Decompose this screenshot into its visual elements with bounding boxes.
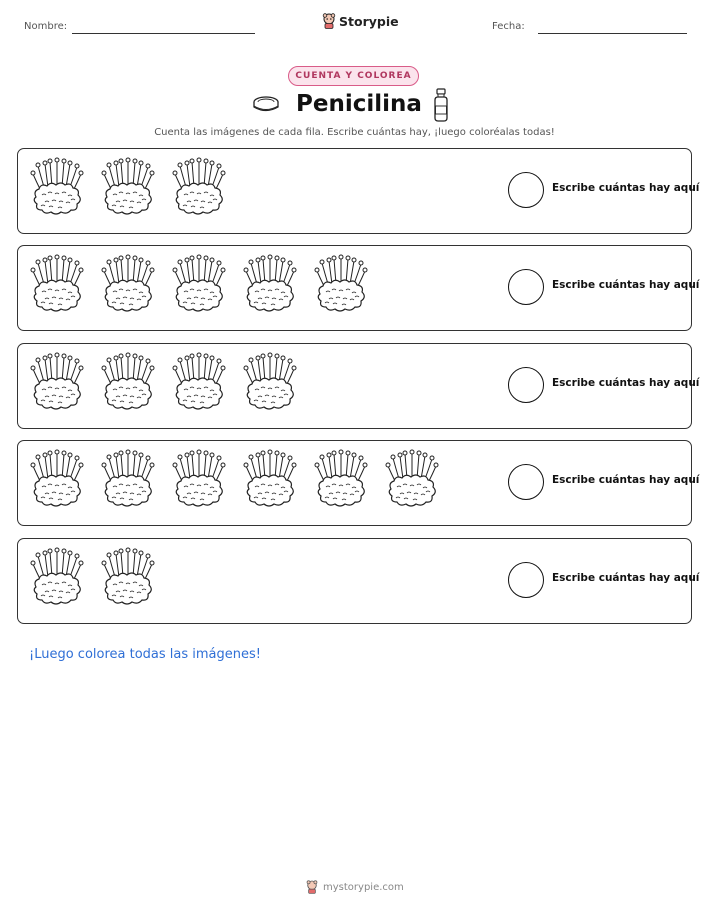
penicillium-mold-icon[interactable]: [243, 254, 297, 314]
answer-label: Escribe cuántas hay aquí: [552, 572, 700, 584]
medicine-vial-icon: [430, 88, 452, 122]
coloring-instruction: ¡Luego colorea todas las imágenes!: [29, 647, 261, 662]
instructions: Cuenta las imágenes de cada fila. Escribe cuántas hay, ¡luego coloréalas todas!: [154, 127, 555, 138]
penicillium-mold-icon[interactable]: [101, 352, 155, 412]
penicillium-mold-icon[interactable]: [101, 157, 155, 217]
penicillium-mold-icon[interactable]: [101, 254, 155, 314]
name-label: Nombre:: [24, 21, 68, 32]
answer-circle[interactable]: [508, 172, 544, 208]
answer-circle[interactable]: [508, 562, 544, 598]
answer-circle[interactable]: [508, 367, 544, 403]
answer-circle[interactable]: [508, 464, 544, 500]
name-field[interactable]: [72, 33, 255, 34]
penicillium-mold-icon[interactable]: [314, 254, 368, 314]
petri-dish-icon: [252, 94, 280, 116]
counting-row: [17, 343, 700, 429]
counting-row: [17, 538, 700, 624]
answer-label: Escribe cuántas hay aquí: [552, 377, 700, 389]
counting-row: [17, 148, 700, 234]
penicillium-mold-icon[interactable]: [30, 157, 84, 217]
penicillium-mold-icon[interactable]: [101, 547, 155, 607]
penicillium-mold-icon[interactable]: [172, 254, 226, 314]
penicillium-mold-icon[interactable]: [385, 449, 439, 509]
counting-row: [17, 440, 700, 526]
footer-url: mystorypie.com: [323, 881, 404, 893]
penicillium-mold-icon[interactable]: [30, 547, 84, 607]
storypie-mascot-icon: [306, 880, 318, 894]
answer-label: Escribe cuántas hay aquí: [552, 279, 700, 291]
brand-logo: [322, 13, 399, 29]
date-label: Fecha:: [492, 21, 525, 32]
activity-badge: CUENTA Y COLOREA: [288, 66, 419, 86]
date-field[interactable]: [538, 33, 687, 34]
penicillium-mold-icon[interactable]: [314, 449, 368, 509]
penicillium-mold-icon[interactable]: [30, 254, 84, 314]
answer-circle[interactable]: [508, 269, 544, 305]
answer-label: Escribe cuántas hay aquí: [552, 182, 700, 194]
penicillium-mold-icon[interactable]: [172, 449, 226, 509]
footer: [306, 880, 404, 894]
penicillium-mold-icon[interactable]: [30, 449, 84, 509]
counting-row: [17, 245, 700, 331]
page-title: Penicilina: [296, 91, 422, 117]
answer-label: Escribe cuántas hay aquí: [552, 474, 700, 486]
penicillium-mold-icon[interactable]: [172, 352, 226, 412]
penicillium-mold-icon[interactable]: [101, 449, 155, 509]
storypie-mascot-icon: [322, 13, 336, 29]
penicillium-mold-icon[interactable]: [30, 352, 84, 412]
penicillium-mold-icon[interactable]: [243, 352, 297, 412]
title-row: [0, 88, 709, 124]
brand-name: Storypie: [339, 13, 399, 29]
penicillium-mold-icon[interactable]: [172, 157, 226, 217]
penicillium-mold-icon[interactable]: [243, 449, 297, 509]
